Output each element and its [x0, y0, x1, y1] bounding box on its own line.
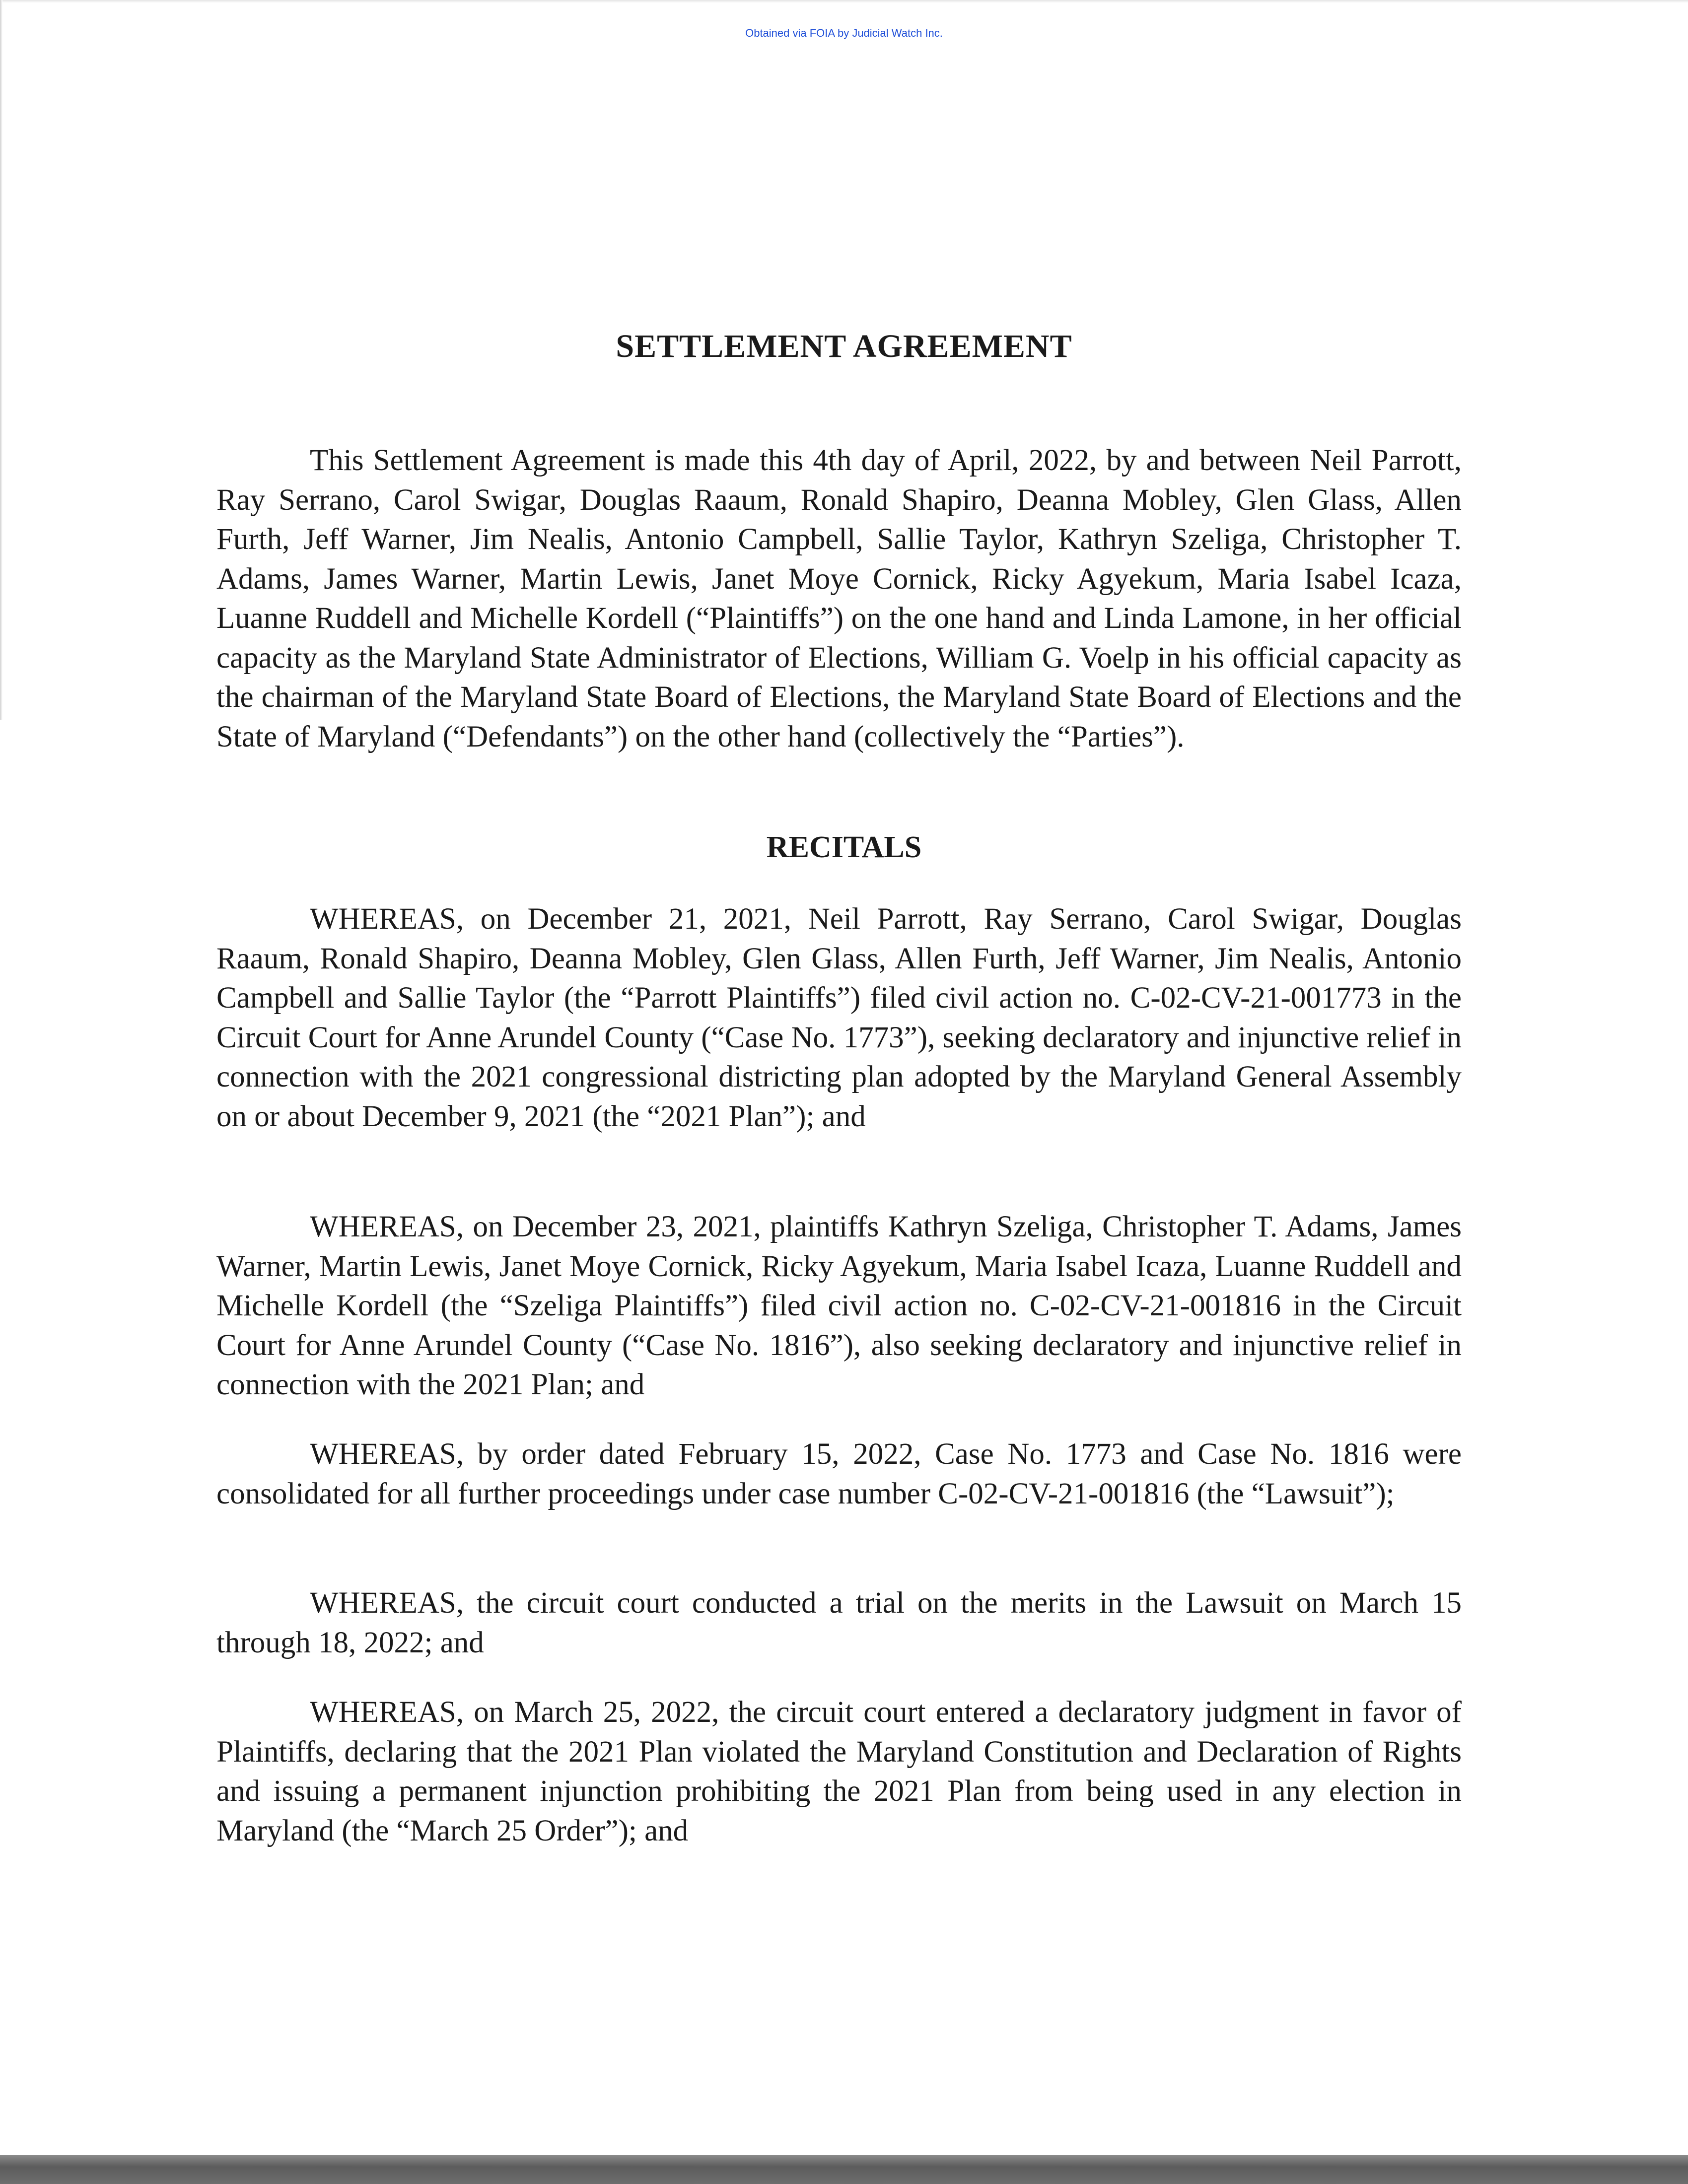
- scan-top-edge: [0, 0, 1688, 3]
- document-title: SETTLEMENT AGREEMENT: [616, 328, 1072, 364]
- recital-paragraph-1: WHEREAS, on December 21, 2021, Neil Parrott, Ray Serrano, Carol Swigar, Douglas Raaum, Ronald Shapiro, Deanna Mobley, Glen Glass, Allen Furth, Jeff Warner, Jim Nealis, Antonio Campbell and Sallie Taylor (the “Parrott Plaintiffs”) filed civil action no. C-02-CV-21-001773 in the Circuit Court for Anne Arundel County (“Case No. 1773”), seeking declaratory and injunctive relief in connection with the 2021 congressional districting plan adopted by the Maryland General Assembly on or about December 9, 2021 (the “2021 Plan”); and: [216, 902, 1462, 1133]
- recitals-heading: RECITALS: [766, 830, 922, 864]
- recital-paragraph-2: WHEREAS, on December 23, 2021, plaintiffs Kathryn Szeliga, Christopher T. Adams, James Warner, Martin Lewis, Janet Moye Cornick, Ricky Agyekum, Maria Isabel Icaza, Luanne Ruddell and Michelle Kordell (the “Szeliga Plaintiffs”) filed civil action no. C-02-CV-21-001816 in the Circuit Court for Anne Arundel County (“Case No. 1816”), also seeking declaratory and injunctive relief in connection with the 2021 Plan; and: [216, 1210, 1462, 1401]
- scan-bottom-edge: [0, 2155, 1688, 2184]
- recital-paragraph-3: WHEREAS, by order dated February 15, 2022, Case No. 1773 and Case No. 1816 were consolidated for all further proceedings under case number C-02-CV-21-001816 (the “Lawsuit”);: [216, 1437, 1462, 1510]
- intro-paragraph: This Settlement Agreement is made this 4th day of April, 2022, by and between Neil Parrott, Ray Serrano, Carol Swigar, Douglas Raaum, Ronald Shapiro, Deanna Mobley, Glen Glass, Allen Furth, Jeff Warner, Jim Nealis, Antonio Campbell, Sallie Taylor, Kathryn Szeliga, Christopher T. Adams, James Warner, Martin Lewis, Janet Moye Cornick, Ricky Agyekum, Maria Isabel Icaza, Luanne Ruddell and Michelle Kordell (“Plaintiffs”) on the one hand and Linda Lamone, in her official capacity as the Maryland State Administrator of Elections, William G. Voelp in his official capacity as the chairman of the Maryland State Board of Elections, the Maryland State Board of Elections and the State of Maryland (“Defendants”) on the other hand (collectively the “Parties”).: [216, 444, 1462, 753]
- recital-paragraph-4: WHEREAS, the circuit court conducted a trial on the merits in the Lawsuit on March 15 through 18, 2022; and: [216, 1586, 1462, 1659]
- foia-watermark: Obtained via FOIA by Judicial Watch Inc.: [745, 27, 943, 39]
- recital-paragraph-5: WHEREAS, on March 25, 2022, the circuit court entered a declaratory judgment in favor of Plaintiffs, declaring that the 2021 Plan violated the Maryland Constitution and Declaration of Rights and issuing a permanent injunction prohibiting the 2021 Plan from being used in any election in Maryland (the “March 25 Order”); and: [216, 1696, 1462, 1847]
